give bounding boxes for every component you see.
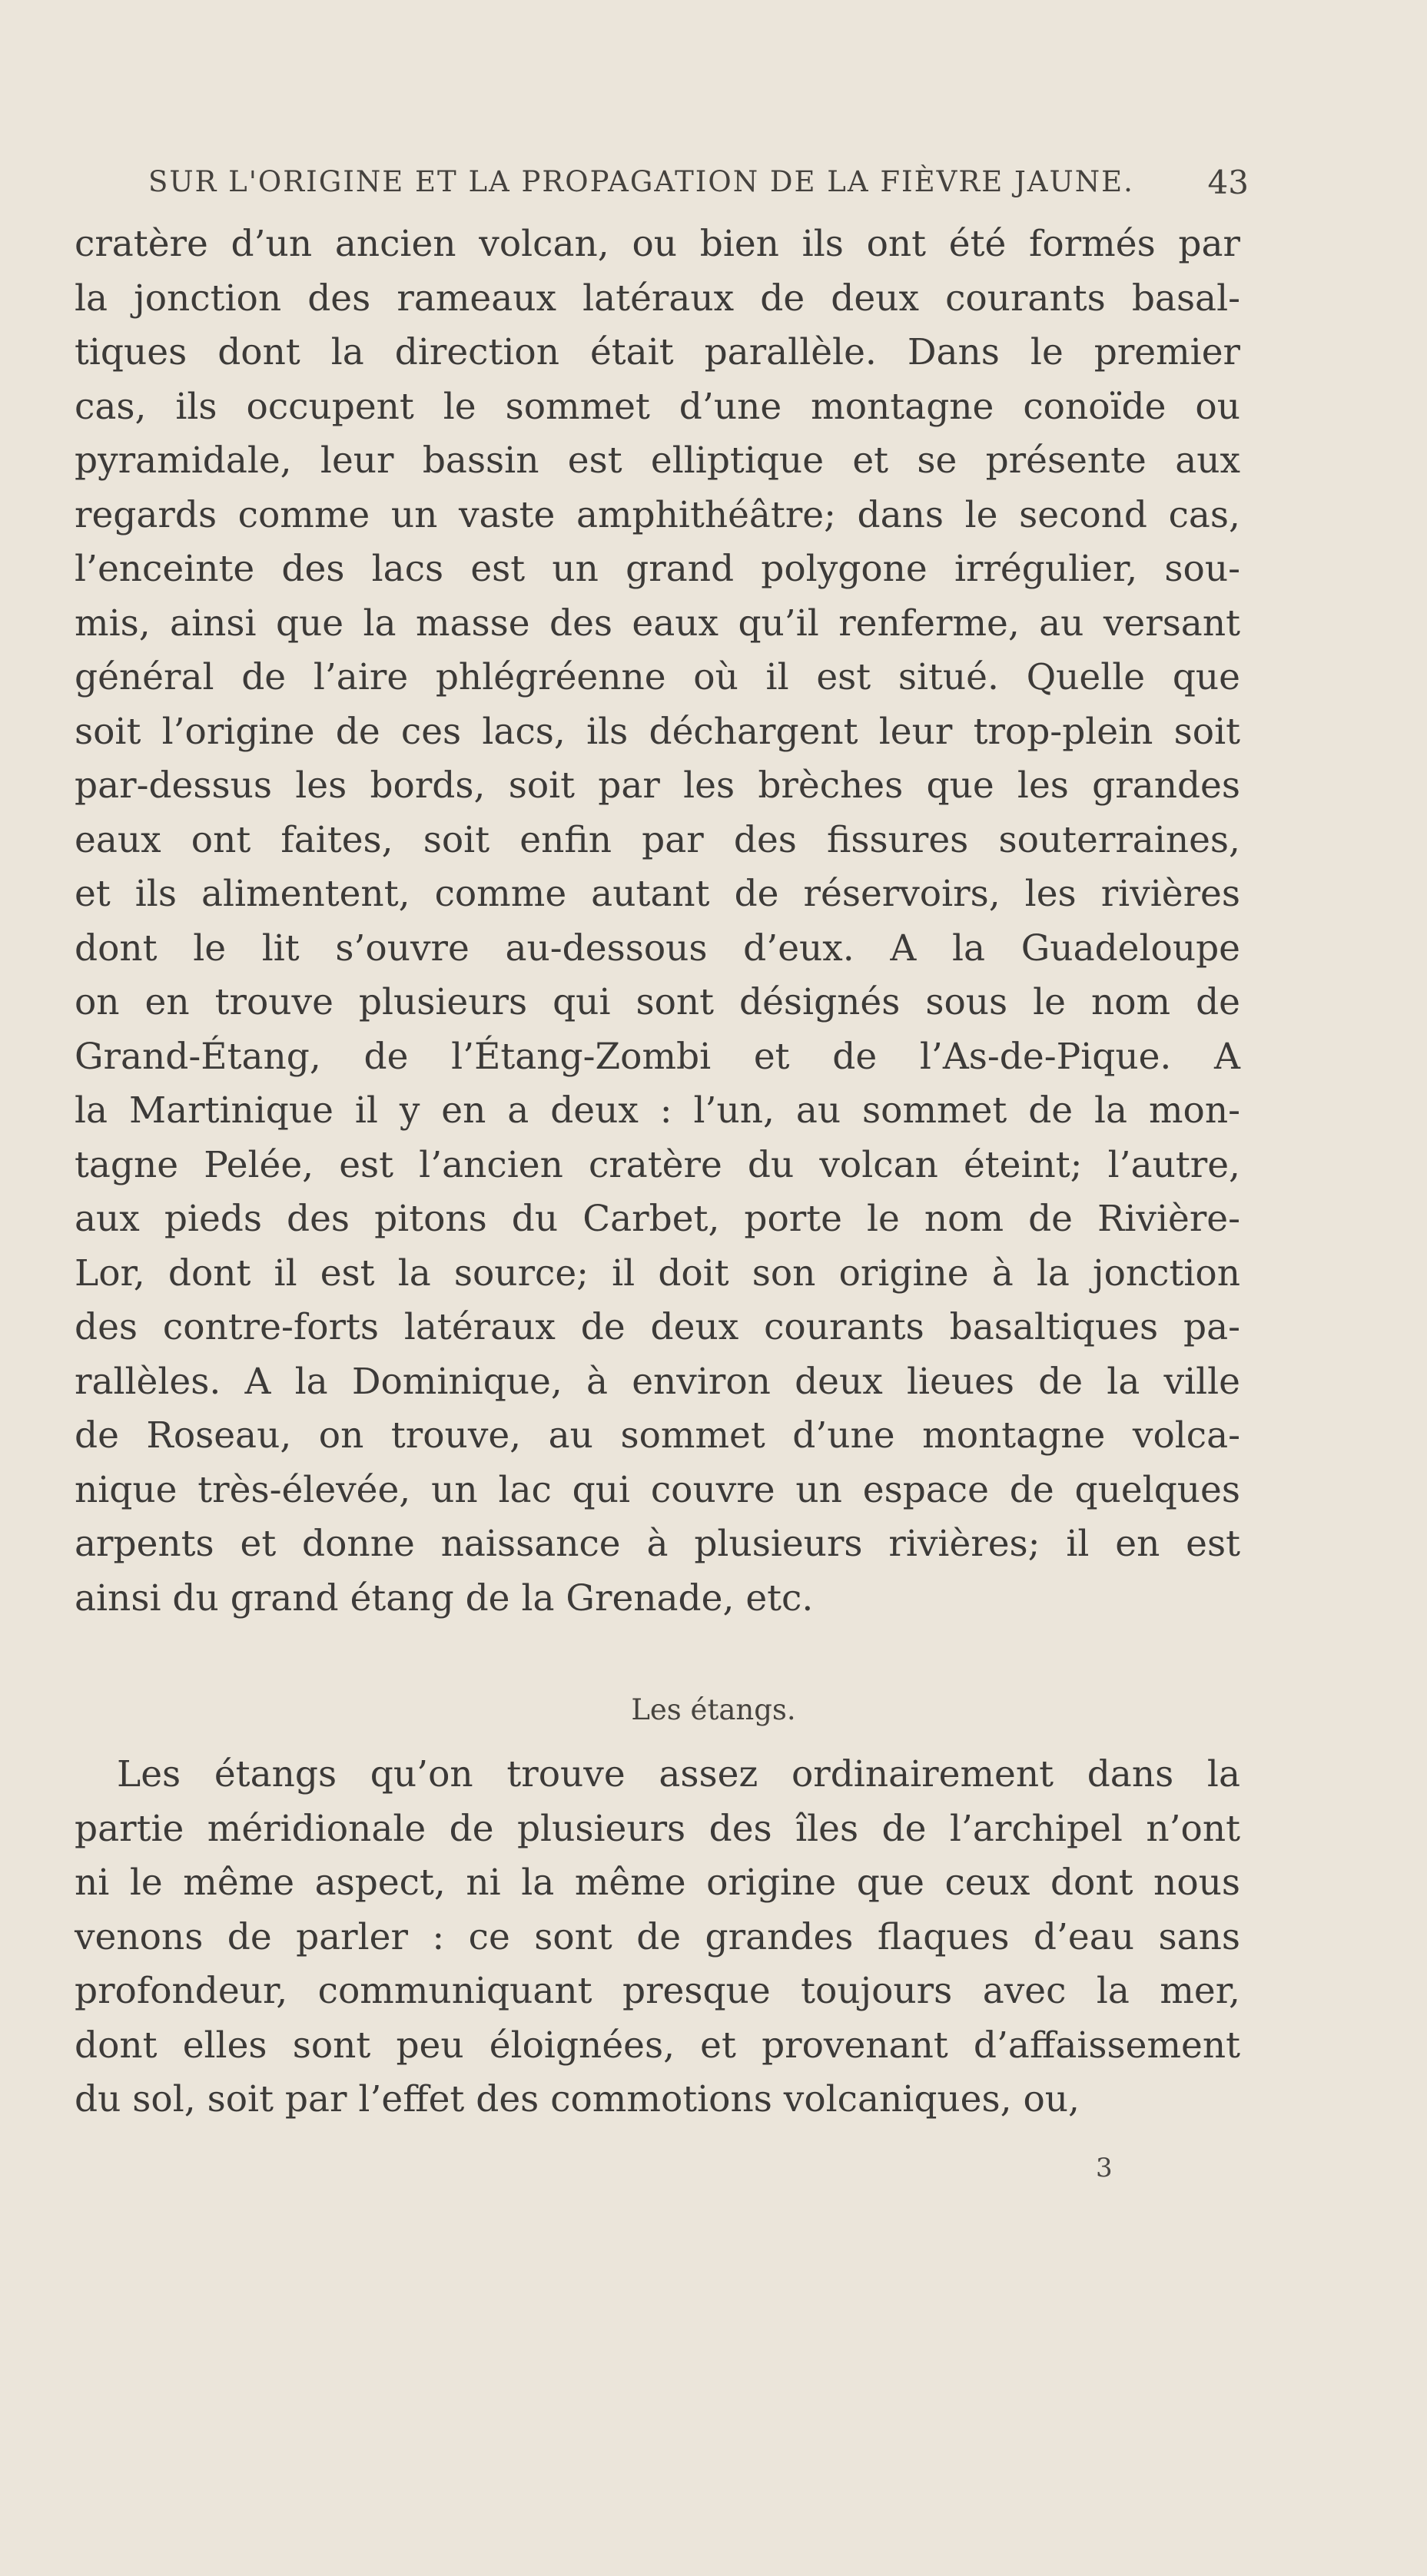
paragraph-1 [75, 217, 1240, 1626]
text-line: la Martinique il y en a deux : l’un, au sommet de la mon- [75, 1089, 1240, 1132]
text-line: tiques dont la direction était parallèle. Dans le premier [75, 331, 1240, 373]
text-line: regards comme un vaste amphithéâtre; dans le second cas, [75, 493, 1240, 536]
text-line: dont elles sont peu éloignées, et provenant d’affaissement [75, 2024, 1240, 2067]
text-line: Lor, dont il est la source; il doit son origine à la jonction [75, 1252, 1240, 1295]
page-number: 43 [1207, 164, 1249, 201]
text-line: soit l’origine de ces lacs, ils déchargent leur trop-plein soit [75, 710, 1240, 753]
section-heading: Les étangs. [631, 1693, 796, 1726]
text-line: ni le même aspect, ni la même origine que ceux dont nous [75, 1862, 1240, 1904]
text-line: aux pieds des pitons du Carbet, porte le nom de Rivière- [75, 1198, 1240, 1240]
text-line: Grand-Étang, de l’Étang-Zombi et de l’As-de-Pique. A [75, 1035, 1240, 1078]
text-line: on en trouve plusieurs qui sont désignés sous le nom de [75, 981, 1240, 1023]
text-line: partie méridionale de plusieurs des îles de l’archipel n’ont [75, 1807, 1240, 1850]
text-line: de Roseau, on trouve, au sommet d’une montagne volca- [75, 1414, 1240, 1457]
text-line: général de l’aire phlégréenne où il est situé. Quelle que [75, 656, 1240, 698]
text-line: par-dessus les bords, soit par les brèches que les grandes [75, 764, 1240, 807]
text-line: rallèles. A la Dominique, à environ deux lieues de la ville [75, 1360, 1240, 1403]
text-line: mis, ainsi que la masse des eaux qu’il renferme, au versant [75, 602, 1240, 645]
text-line: dont le lit s’ouvre au-dessous d’eux. A la Guadeloupe [75, 927, 1240, 970]
text-line: cas, ils occupent le sommet d’une montagne conoïde ou [75, 385, 1240, 428]
signature-mark: 3 [1096, 2153, 1113, 2183]
text-line: du sol, soit par l’effet des commotions volcaniques, ou, [75, 2078, 1080, 2120]
text-line: nique très-élevée, un lac qui couvre un espace de quelques [75, 1468, 1240, 1511]
text-line: ainsi du grand étang de la Grenade, etc. [75, 1576, 814, 1620]
text-line: arpents et donne naissance à plusieurs rivières; il en est [75, 1523, 1240, 1565]
text-line: eaux ont faites, soit enfin par des fissures souterraines, [75, 818, 1240, 861]
text-line: tagne Pelée, est l’ancien cratère du volcan éteint; l’autre, [75, 1143, 1240, 1186]
running-head-title: SUR L'ORIGINE ET LA PROPAGATION DE LA FIÈVRE JAUNE. [148, 165, 1134, 198]
text-line: profondeur, communiquant presque toujours avec la mer, [75, 1970, 1240, 2012]
paragraph-2 [75, 1748, 1240, 2127]
text-line: l’enceinte des lacs est un grand polygone irrégulier, sou- [75, 548, 1240, 590]
text-line: la jonction des rameaux latéraux de deux courants basal- [75, 277, 1240, 320]
text-line: Les étangs qu’on trouve assez ordinairement dans la [117, 1753, 1240, 1795]
text-line: pyramidale, leur bassin est elliptique et se présente aux [75, 439, 1240, 482]
text-line: venons de parler : ce sont de grandes flaques d’eau sans [75, 1915, 1240, 1958]
text-line: des contre-forts latéraux de deux courants basaltiques pa- [75, 1306, 1240, 1348]
text-line: cratère d’un ancien volcan, ou bien ils ont été formés par [75, 223, 1240, 265]
text-line: et ils alimentent, comme autant de réservoirs, les rivières [75, 873, 1240, 915]
